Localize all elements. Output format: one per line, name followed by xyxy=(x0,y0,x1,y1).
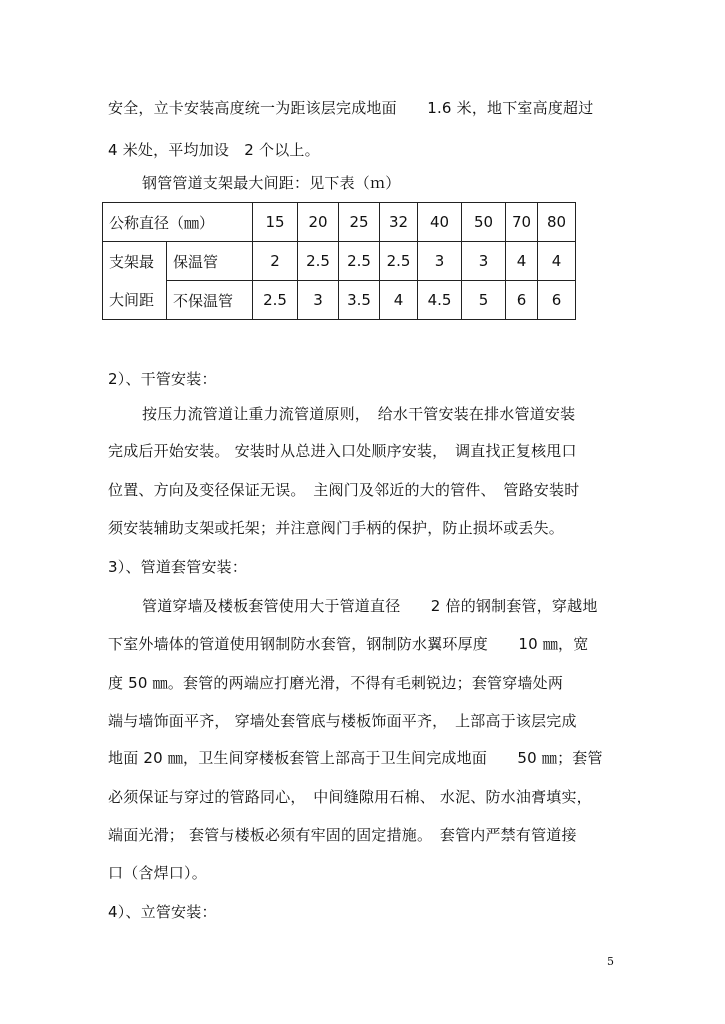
spacing-cell: 4 xyxy=(506,242,538,281)
group-label-bottom: 大间距 xyxy=(103,281,167,320)
spacing-cell: 2 xyxy=(253,242,298,281)
page-number: 5 xyxy=(607,955,614,968)
paragraph-line: 地面 20 ㎜，卫生间穿楼板套管上部高于卫生间完成地面 50 ㎜；套管 xyxy=(108,749,603,767)
paragraph-line: 度 50 ㎜。套管的两端应打磨光滑，不得有毛刺锐边；套管穿墙处两 xyxy=(108,674,564,692)
table-caption: 钢管管道支架最大间距：见下表（ｍ） xyxy=(142,174,401,192)
paragraph-line: 按压力流管道让重力流管道原则， 给水干管安装在排水管道安装 xyxy=(142,405,576,423)
spacing-cell: 4 xyxy=(380,281,418,320)
row-label: 不保温管 xyxy=(167,281,253,320)
paragraph-line: 须安装辅助支架或托架；并注意阀门手柄的保护，防止损坏或丢失。 xyxy=(108,519,565,537)
spacing-cell: 4 xyxy=(538,242,576,281)
diameter-cell: 40 xyxy=(418,203,462,242)
diameter-cell: 80 xyxy=(538,203,576,242)
pipe-support-spacing-table xyxy=(102,202,576,320)
group-label-top: 支架最 xyxy=(103,242,167,281)
paragraph-line: 4 米处，平均加设 2 个以上。 xyxy=(108,141,320,159)
spacing-cell: 3 xyxy=(462,242,506,281)
spacing-cell: 3 xyxy=(298,281,339,320)
paragraph-line: 端与墙饰面平齐， 穿墙处套管底与楼板饰面平齐， 上部高于该层完成 xyxy=(108,712,577,730)
diameter-cell: 20 xyxy=(298,203,339,242)
row-label: 保温管 xyxy=(167,242,253,281)
paragraph-line: 位置、方向及变径保证无误。 主阀门及邻近的大的管件、 管路安装时 xyxy=(108,481,580,499)
paragraph-line: 端面光滑； 套管与楼板必须有牢固的固定措施。 套管内严禁有管道接 xyxy=(108,826,577,844)
spacing-cell: 2.5 xyxy=(380,242,418,281)
spacing-cell: 3.5 xyxy=(339,281,380,320)
spacing-cell: 2.5 xyxy=(298,242,339,281)
spacing-cell: 3 xyxy=(418,242,462,281)
spacing-cell: 6 xyxy=(538,281,576,320)
paragraph-line: 必须保证与穿过的管路同心， 中间缝隙用石棉、 水泥、防水油膏填实， xyxy=(108,788,592,806)
spacing-cell: 5 xyxy=(462,281,506,320)
paragraph-line: 管道穿墙及楼板套管使用大于管道直径 2 倍的钢制套管，穿越地 xyxy=(142,597,598,615)
spacing-cell: 4.5 xyxy=(418,281,462,320)
diameter-cell: 25 xyxy=(339,203,380,242)
paragraph-line: 安全，立卡安装高度统一为距该层完成地面 1.6 米，地下室高度超过 xyxy=(108,99,594,117)
section-heading: 4）、立管安装： xyxy=(108,903,217,921)
table-header-row xyxy=(103,203,576,242)
diameter-cell: 15 xyxy=(253,203,298,242)
spacing-cell: 2.5 xyxy=(253,281,298,320)
nominal-diameter-header: 公称直径（㎜） xyxy=(103,203,253,242)
paragraph-line: 口（含焊口）。 xyxy=(108,864,207,882)
spacing-cell: 2.5 xyxy=(339,242,380,281)
section-heading: 3）、管道套管安装： xyxy=(108,558,248,576)
diameter-cell: 50 xyxy=(462,203,506,242)
diameter-cell: 70 xyxy=(506,203,538,242)
table-row-insulated xyxy=(103,242,576,281)
diameter-cell: 32 xyxy=(380,203,418,242)
paragraph-line: 下室外墙体的管道使用钢制防水套管，钢制防水翼环厚度 10 ㎜，宽 xyxy=(108,635,589,653)
spacing-cell: 6 xyxy=(506,281,538,320)
section-heading: 2）、干管安装： xyxy=(108,370,217,388)
table-row-uninsulated xyxy=(103,281,576,320)
paragraph-line: 完成后开始安装。 安装时从总进入口处顺序安装， 调直找正复核甩口 xyxy=(108,442,577,460)
